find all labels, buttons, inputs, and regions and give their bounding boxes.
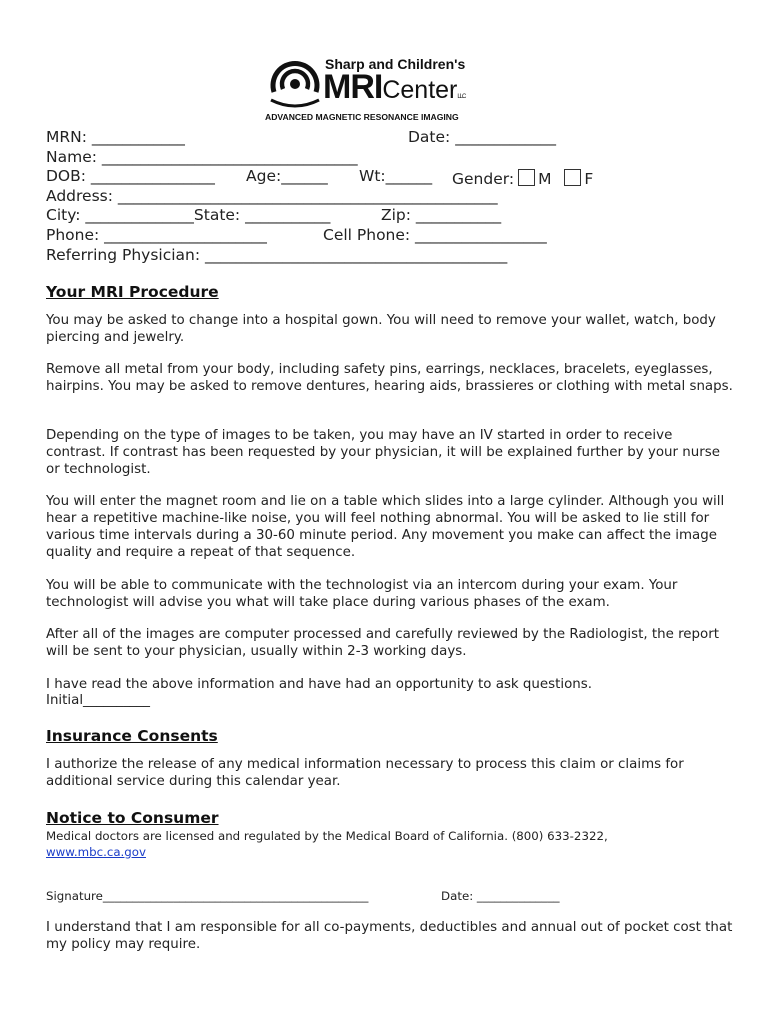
logo-center: Center <box>382 76 458 104</box>
signature-field[interactable]: Signature_____________________________________________ <box>46 889 369 903</box>
insurance-text: I authorize the release of any medical information necessary to process this claim or claims for additional service during this calendar year. <box>46 757 684 789</box>
initial-field[interactable]: Initial__________ <box>46 693 151 708</box>
notice-text: Medical doctors are licensed and regulated by the Medical Board of California. (800) 633-2322, <box>46 829 608 843</box>
name-field[interactable]: Name: _________________________________ <box>46 148 358 166</box>
logo-wordmark <box>323 70 465 104</box>
logo-llc: LLC <box>457 94 466 100</box>
notice-heading: Notice to Consumer <box>46 809 219 827</box>
logo-tagline: ADVANCED MAGNETIC RESONANCE IMAGING <box>265 112 459 122</box>
gender-m-label: M <box>538 170 552 188</box>
logo-mri: MRI <box>323 68 383 106</box>
address-field[interactable]: Address: _________________________________________________ <box>46 187 498 205</box>
gender-label: Gender: <box>452 170 515 188</box>
mbc-link-line <box>46 844 146 860</box>
gender-field <box>452 169 593 188</box>
signature-date-field[interactable]: Date: ______________ <box>441 889 560 903</box>
gender-f-checkbox[interactable] <box>564 169 581 186</box>
procedure-paragraph-6: After all of the images are computer processed and carefully reviewed by the Radiologist, the report will be sent to your physician, usually within 2-3 working days. <box>46 627 719 659</box>
copay-text: I understand that I am responsible for all co-payments, deductibles and annual out of pocket cost that my policy may require. <box>46 920 733 952</box>
procedure-paragraph-1: You may be asked to change into a hospital gown. You will need to remove your wallet, watch, body piercing and jewelry. <box>46 313 716 345</box>
procedure-paragraph-4: You will enter the magnet room and lie on a table which slides into a large cylinder. Although you will hear a repetitive machine-like noise, you will feel nothing abnormal. You will be asked to lie still for various time intervals during a 30-60 minute period. Any movement you make can affect the image quality and require a repeat of that sequence. <box>46 494 725 560</box>
weight-field[interactable]: Wt:______ <box>359 167 433 185</box>
mbc-website-link[interactable]: www.mbc.ca.gov <box>46 845 146 859</box>
city-state-field[interactable]: City: ______________State: ___________ <box>46 206 331 224</box>
gender-m-checkbox[interactable] <box>518 169 535 186</box>
zip-field[interactable]: Zip: ___________ <box>381 206 502 224</box>
procedure-paragraph-2: Remove all metal from your body, including safety pins, earrings, necklaces, bracelets, eyeglasses, hairpins. You may be asked to remove dentures, hearing aids, brassieres or clothing with metal snaps. <box>46 362 733 394</box>
mrn-field[interactable]: MRN: ____________ <box>46 128 185 146</box>
procedure-paragraph-3: Depending on the type of images to be taken, you may have an IV started in order to receive contrast. If contrast has been requested by your physician, it will be explained further by your nurse or technologist. <box>46 428 720 477</box>
procedure-paragraph-5: You will be able to communicate with the technologist via an intercom during your exam. Your technologist will advise you what will take place during various phases of the exam. <box>46 578 678 610</box>
acknowledgement-text: I have read the above information and have had an opportunity to ask questions. <box>46 677 593 692</box>
age-field[interactable]: Age:______ <box>246 167 328 185</box>
gender-f-label: F <box>584 170 594 188</box>
phone-field[interactable]: Phone: _____________________ <box>46 226 267 244</box>
mri-logo-icon <box>265 52 325 110</box>
logo-line1: Sharp and Children's <box>325 56 466 72</box>
date-field[interactable]: Date: _____________ <box>408 128 556 146</box>
insurance-heading: Insurance Consents <box>46 727 218 745</box>
mri-center-logo <box>263 52 498 124</box>
referring-physician-field[interactable]: Referring Physician: _______________________________________ <box>46 246 508 264</box>
cell-phone-field[interactable]: Cell Phone: _________________ <box>323 226 547 244</box>
dob-field[interactable]: DOB: ________________ <box>46 167 215 185</box>
procedure-heading: Your MRI Procedure <box>46 283 219 301</box>
